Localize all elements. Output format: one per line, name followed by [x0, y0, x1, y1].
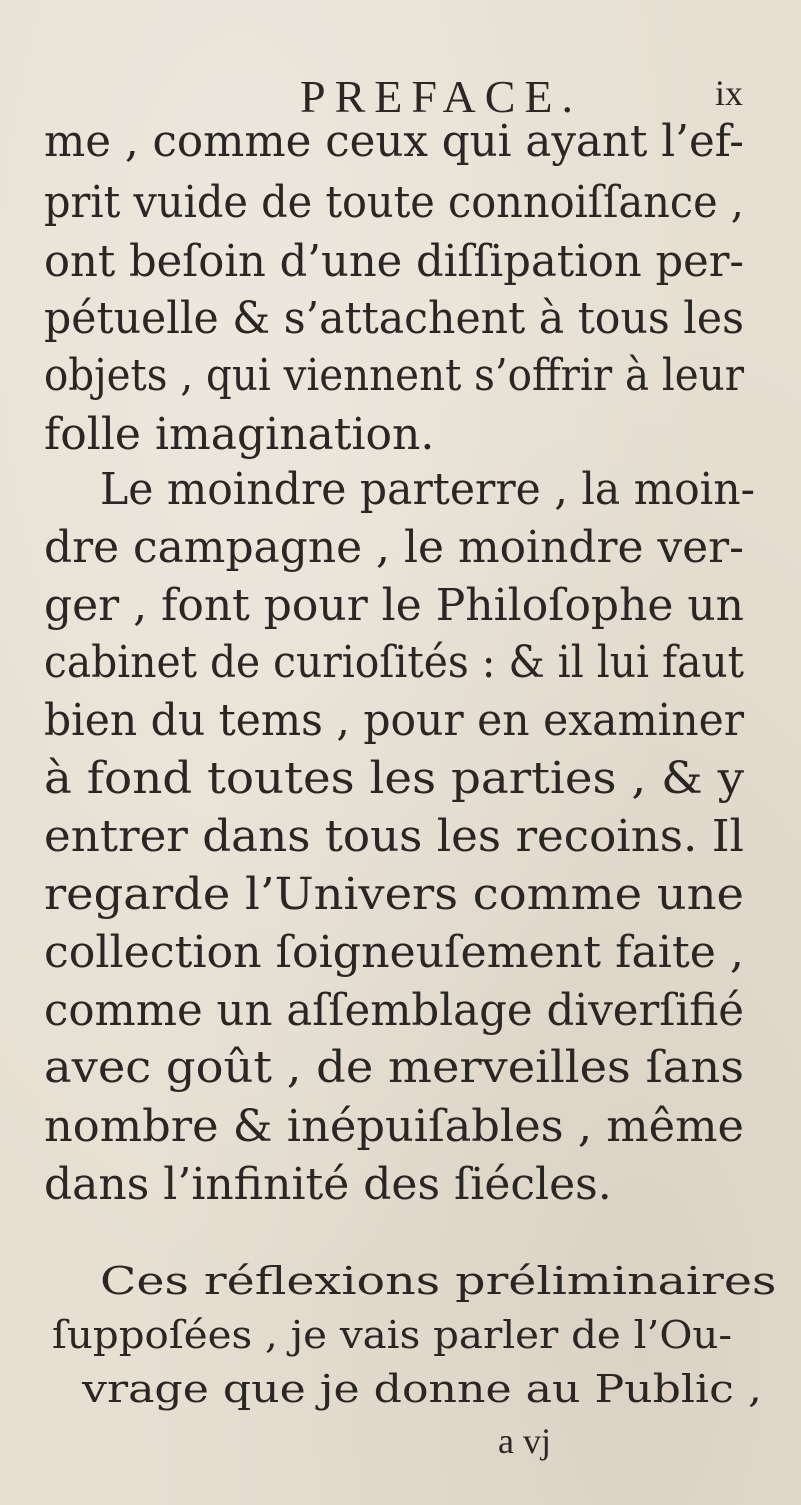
text-line: collection ſoigneuſement faite ,	[44, 927, 744, 978]
paragraph-start-line: Le moindre parterre , la moin-	[100, 464, 755, 515]
running-header: PREFACE.	[300, 71, 583, 122]
signature-mark: a vj	[498, 1421, 551, 1461]
text-line: ger , font pour le Philoſophe un	[44, 580, 744, 631]
text-line: dans l’infinité des ſiécles.	[44, 1159, 612, 1210]
text-line: regarde l’Univers comme une	[44, 869, 744, 920]
text-line: à fond toutes les parties , & y	[44, 753, 744, 804]
text-line: prit vuide de toute connoiſſance ,	[44, 177, 744, 228]
text-line: ſuppoſées , je vais parler de l’Ou-	[52, 1313, 732, 1357]
text-line: objets , qui viennent s’offrir à leur	[44, 350, 744, 401]
text-line: vrage que je donne au Public ,	[82, 1367, 762, 1411]
text-line: entrer dans tous les recoins. Il	[44, 811, 745, 862]
text-line: ont beſoin d’une diſſipation per-	[44, 236, 744, 287]
text-line: comme un aſſemblage diverſifié	[44, 985, 744, 1036]
text-line: nombre & inépuiſables , même	[44, 1101, 744, 1152]
text-line: dre campagne , le moindre ver-	[44, 522, 744, 573]
paragraph-start-line: Ces réflexions préliminaires	[100, 1259, 777, 1303]
text-line: me , comme ceux qui ayant l’ef-	[44, 116, 744, 167]
text-line: avec goût , de merveilles ſans	[44, 1042, 745, 1093]
page-number: ix	[715, 73, 744, 113]
text-line: folle imagination.	[44, 409, 435, 460]
text-line: pétuelle & s’attachent à tous les	[44, 293, 744, 344]
text-line: cabinet de curioſités : & il lui faut	[44, 637, 744, 688]
text-line: bien du tems , pour en examiner	[44, 695, 744, 746]
